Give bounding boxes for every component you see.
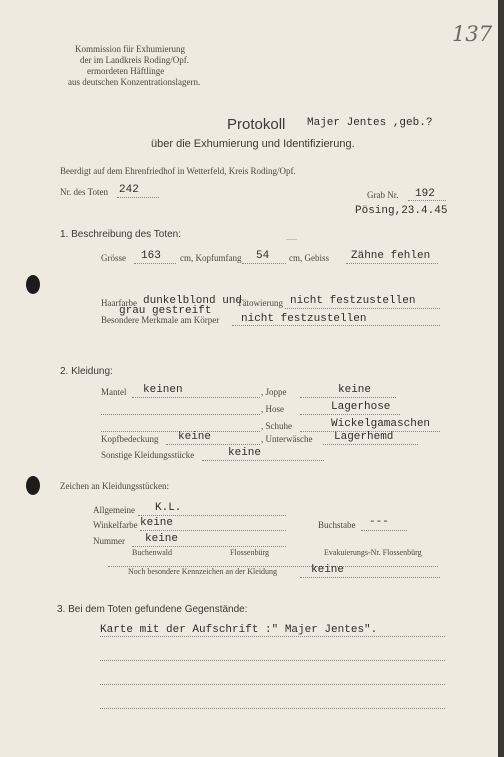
number-value: keine xyxy=(145,533,179,545)
section1-heading: 1. Beschreibung des Toten: xyxy=(60,229,182,240)
grave-no-value: 192 xyxy=(415,188,435,200)
commission-line: ermordeten Häftlinge xyxy=(87,66,165,76)
angle-color-label: Winkelfarbe xyxy=(93,520,138,530)
document-title: Protokoll xyxy=(227,116,286,133)
tattoo-label: Tätowierung xyxy=(237,298,283,308)
document-subtitle: über die Exhumierung und Identifizierung. xyxy=(151,138,355,150)
headwear-value: keine xyxy=(178,431,212,443)
shoes-value: Wickelgamaschen xyxy=(331,418,431,430)
number-label: Nummer xyxy=(93,536,125,546)
teeth-label: cm, Gebiss xyxy=(289,253,329,263)
place-date: Pösing,23.4.45 xyxy=(355,205,448,217)
evacuation-number: Evakuierungs-Nr. Flossenbürg xyxy=(324,548,422,557)
further-marks-value: keine xyxy=(311,564,345,576)
person-name: Majer Jentes ,geb.? xyxy=(307,117,433,129)
trousers-label: , Hose xyxy=(261,404,284,414)
letter-value: --- xyxy=(369,516,389,528)
commission-line: der im Landkreis Roding/Opf. xyxy=(80,55,189,65)
marks-section-heading: Zeichen an Kleidungsstücken: xyxy=(60,481,169,491)
jacket-value: keine xyxy=(338,384,372,396)
hair-value-continued: grau gestreift xyxy=(119,305,212,317)
punch-hole xyxy=(26,476,40,495)
general-mark-label: Allgemeine xyxy=(93,505,135,515)
page-number: 137 xyxy=(452,22,493,46)
marks-value: nicht festzustellen xyxy=(241,313,367,325)
dead-no-value: 242 xyxy=(119,184,139,196)
underwear-value: Lagerhemd xyxy=(334,431,394,443)
size-value: 163 xyxy=(141,250,161,262)
shoes-label: , Schuhe xyxy=(261,421,292,431)
hair-value: dunkelblond und xyxy=(143,295,243,307)
angle-color-value: keine xyxy=(140,517,174,529)
grave-no-label: Grab Nr. xyxy=(367,190,399,200)
jacket-label: , Joppe xyxy=(261,387,287,397)
stray-mark: __ xyxy=(286,232,297,242)
head-value: 54 xyxy=(256,250,270,262)
headwear-label: Kopfbedeckung xyxy=(101,434,159,444)
camp-flossenbuerg: Flossenbürg xyxy=(230,548,269,557)
letter-label: Buchstabe xyxy=(318,520,356,530)
further-marks-label: Noch besondere Kennzeichen an der Kleidung xyxy=(128,567,278,576)
other-clothing-label: Sonstige Kleidungsstücke xyxy=(101,450,195,460)
burial-place: Beerdigt auf dem Ehrenfriedhof in Wetterfeld, Kreis Roding/Opf. xyxy=(60,166,296,176)
punch-hole xyxy=(26,275,40,294)
other-clothing-value: keine xyxy=(228,447,262,459)
coat-value: keinen xyxy=(143,384,183,396)
underwear-label: , Unterwäsche xyxy=(261,434,313,444)
commission-line: Kommission für Exhumierung xyxy=(75,44,185,54)
head-label: cm, Kopfumfang xyxy=(180,253,242,263)
found-item: Karte mit der Aufschrift :" Majer Jentes". xyxy=(100,624,378,636)
dead-no-label: Nr. des Toten xyxy=(60,187,108,197)
scan-edge xyxy=(498,0,504,757)
marks-label: Besondere Merkmale am Körper xyxy=(101,315,220,325)
teeth-value: Zähne fehlen xyxy=(351,250,431,262)
section2-heading: 2. Kleidung: xyxy=(60,366,113,377)
general-mark-value: K.L. xyxy=(155,502,182,514)
trousers-value: Lagerhose xyxy=(331,401,391,413)
size-label: Grösse xyxy=(101,253,126,263)
hair-label: Haarfarbe xyxy=(101,298,137,308)
section3-heading: 3. Bei dem Toten gefundene Gegenstände: xyxy=(57,604,248,615)
camp-buchenwald: Buchenwald xyxy=(132,548,172,557)
commission-line: aus deutschen Konzentrationslagern. xyxy=(68,77,201,87)
coat-label: Mantel xyxy=(101,387,127,397)
tattoo-value: nicht festzustellen xyxy=(290,295,416,307)
